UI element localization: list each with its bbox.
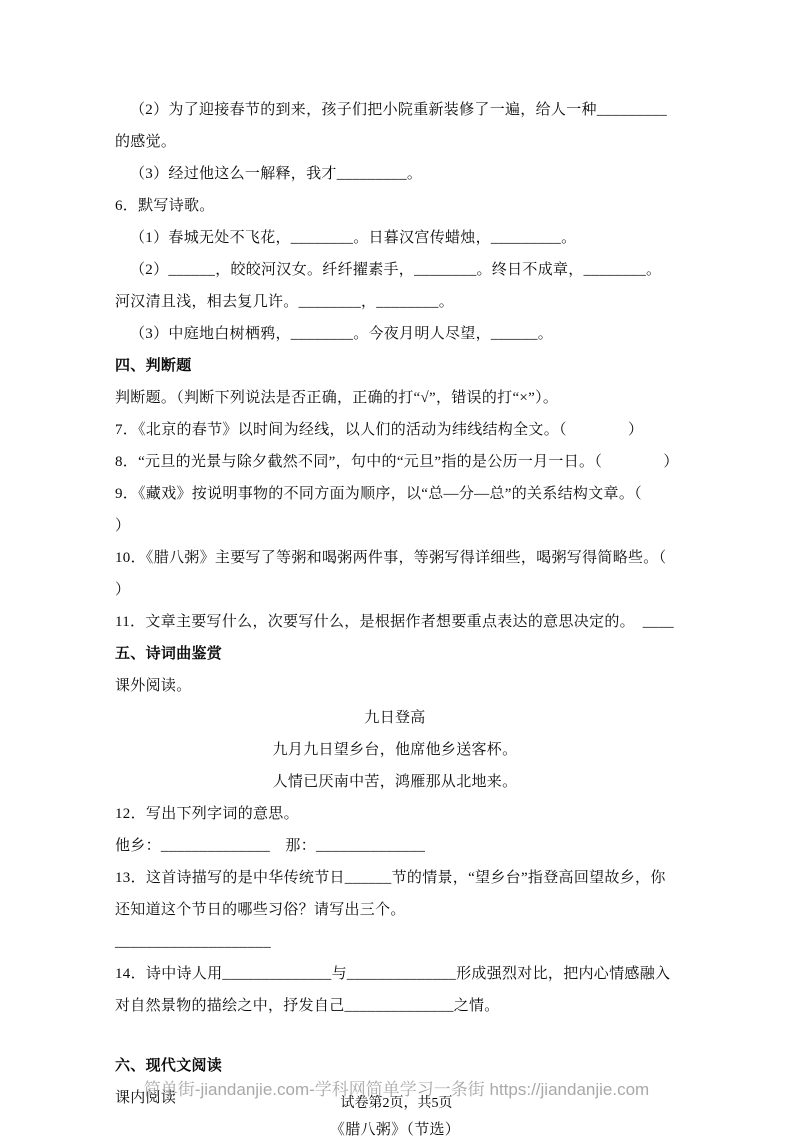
question-8: 8．“元旦的光景与除夕截然不同”，句中的“元旦”指的是公历一月一日。（ ） [115, 454, 679, 470]
question-5-3: （3）经过他这么一解释，我才_________。 [130, 166, 423, 182]
question-6-3: （3）中庭地白树栖鸦，________。今夜月明人尽望，______。 [130, 326, 554, 342]
footer-watermark: 简单街-jiandanjie.com-学科网简单学习一条街 https://jiandanjie.com [143, 1080, 650, 1099]
poem-line-1: 九月九日望乡台，他席他乡送客杯。 [272, 742, 518, 758]
judge-instruction: 判断题。（判断下列说法是否正确，正确的打“√”，错误的打“×”）。 [115, 390, 559, 406]
poem-line-2: 人情已厌南中苦，鸿雁那从北地来。 [272, 774, 518, 790]
section-heading-judge: 四、判断题 [115, 358, 192, 374]
question-13-answer-blank: ____________________ [115, 934, 271, 950]
modern-text-title: 《腊八粥》（节选） [329, 1122, 461, 1138]
poem-title: 九日登高 [364, 710, 426, 726]
modern-intro: 课内阅读 [115, 1090, 177, 1106]
section-heading-poetry: 五、诗词曲鉴赏 [115, 646, 223, 662]
question-13: 13．这首诗描写的是中华传统节日______节的情景，“望乡台”指登高回望故乡，你还知道这个节日的哪些习俗？请写出三个。 [115, 870, 666, 918]
question-7: 7．《北京的春节》以时间为经线，以人们的活动为纬线结构全文。（ ） [115, 422, 644, 438]
question-12: 12．写出下列字词的意思。 [115, 806, 299, 822]
question-14: 14．诗中诗人用______________与______________形成强烈对比，把内心情感融入对自然景物的描绘之中，抒发自己______________之情。 [115, 966, 671, 1014]
question-6-stem: 6．默写诗歌。 [115, 198, 215, 214]
question-6-1: （1）春城无处不飞花，________。日暮汉宫传蜡烛，_________。 [130, 230, 577, 246]
question-10: 10．《腊八粥》主要写了等粥和喝粥两件事，等粥写得详细些，喝粥写得简略些。（ ） [115, 550, 698, 598]
question-11: 11．文章主要写什么，次要写什么，是根据作者想要重点表达的意思决定的。 ____ [115, 614, 674, 630]
page-number: 试卷第2页，共5页 [340, 1096, 453, 1111]
question-5-2: （2）为了迎接春节的到来，孩子们把小院重新装修了一遍，给人一种_________的感觉。 [115, 102, 668, 150]
question-9: 9．《藏戏》按说明事物的不同方面为顺序，以“总—分—总”的关系结构文章。（ ） [115, 486, 688, 534]
poetry-intro: 课外阅读。 [115, 678, 192, 694]
question-12-blanks: 他乡：______________ 那：______________ [115, 838, 426, 854]
section-heading-modern: 六、现代文阅读 [115, 1058, 223, 1074]
question-6-2: （2）______，皎皎河汉女。纤纤擢素手，________。终日不成章，________。河汉清且浅，相去复几许。________，________。 [115, 262, 662, 310]
